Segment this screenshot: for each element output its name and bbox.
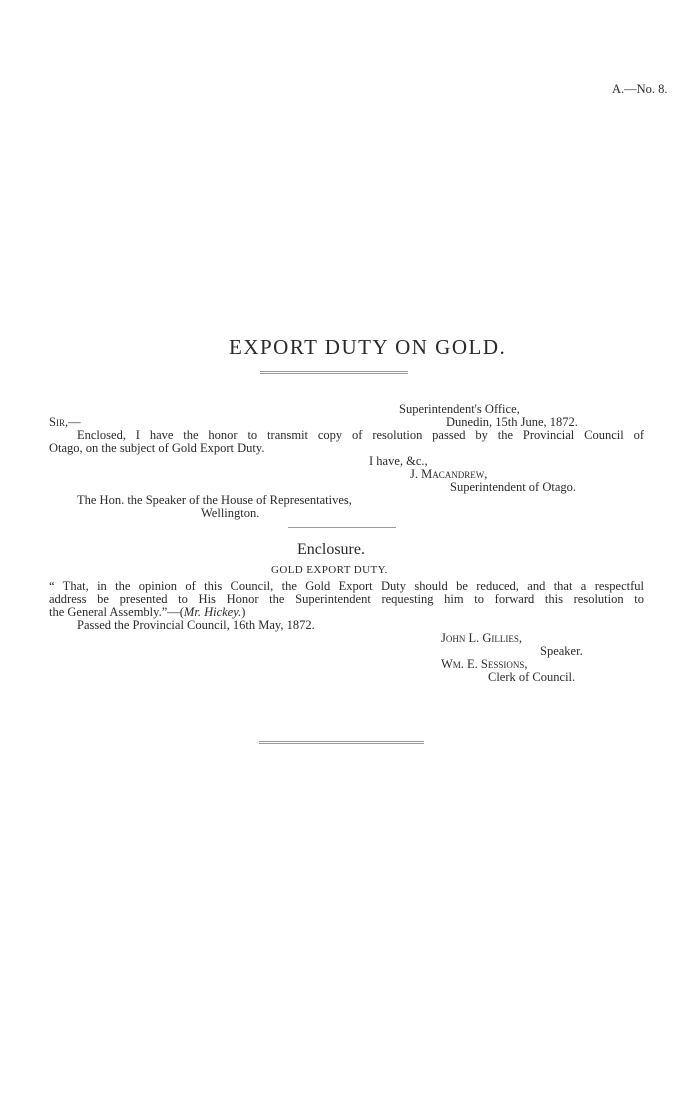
enclosure-text-line3-mover: Mr. Hickey. [183, 605, 242, 619]
enclosure-text-line1: “ That, in the opinion of this Council, the Gold Export Duty should be reduced, and that a respectful [49, 579, 644, 593]
signer1-name: John L. Gillies, [441, 631, 523, 645]
signer2-name: Wm. E. Sessions, [441, 657, 528, 671]
title-divider [260, 371, 408, 374]
letter-address-line2: Dunedin, 15th June, 1872. [446, 415, 578, 429]
section-divider [288, 527, 396, 528]
letter-address-line1: Superintendent's Office, [399, 402, 520, 416]
letter-body-line1: Enclosed, I have the honor to transmit copy of resolution passed by the Provincial Council of [77, 428, 644, 442]
page-title: EXPORT DUTY ON GOLD. [229, 335, 507, 359]
letter-body-line2: Otago, on the subject of Gold Export Duty. [49, 441, 265, 455]
enclosure-text-line3-end: ) [241, 605, 246, 619]
closing-divider [259, 741, 424, 744]
letter-salutation: Sir,— [49, 415, 81, 429]
letter-recipient-line1: The Hon. the Speaker of the House of Representatives, [77, 493, 352, 507]
enclosure-passed: Passed the Provincial Council, 16th May, 1872. [77, 618, 315, 632]
letter-signature-name: J. Macandrew, [410, 467, 488, 481]
enclosure-text-line3 [49, 605, 245, 619]
letter-recipient-line2: Wellington. [201, 506, 260, 520]
enclosure-subheading: GOLD EXPORT DUTY. [271, 564, 388, 576]
letter-signature-title: Superintendent of Otago. [450, 480, 577, 494]
enclosure-text-line2: address be presented to His Honor the Superintendent requesting him to forward this resolution to [49, 592, 644, 606]
enclosure-heading: Enclosure. [297, 541, 365, 558]
enclosure-text-line3-main: the General Assembly.”—( [49, 605, 184, 619]
page-reference: A.—No. 8. [612, 82, 668, 96]
signer2-title: Clerk of Council. [488, 670, 576, 684]
letter-closing: I have, &c., [369, 454, 428, 468]
signer1-title: Speaker. [540, 644, 583, 658]
